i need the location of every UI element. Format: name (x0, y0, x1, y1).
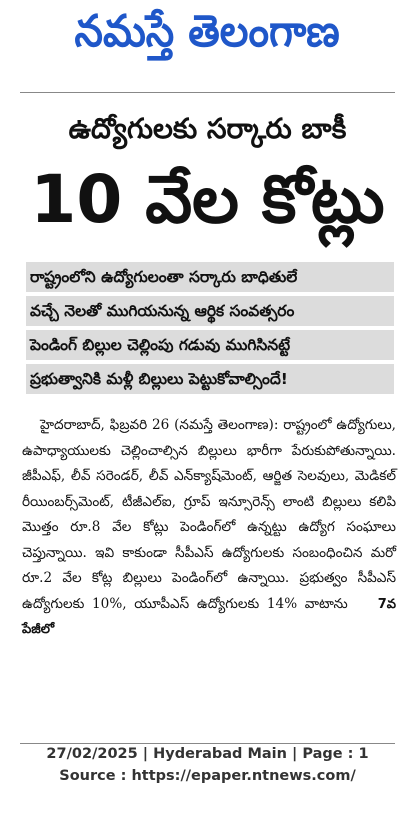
subdeck-list (26, 262, 394, 398)
top-rule (20, 92, 395, 93)
subdeck-line: వచ్చే నెలతో ముగియనున్న ఆర్థిక సంవత్సరం (26, 296, 394, 326)
continued-on-page: 7వ పేజీలో (22, 596, 396, 637)
footer-source-url: Source : https://epaper.ntnews.com/ (59, 768, 356, 784)
subdeck-line: రాష్ట్రంలోని ఉద్యోగులంతా సర్కారు బాధితులే (26, 262, 394, 292)
bottom-rule (20, 743, 395, 744)
article-kicker: ఉద్యోగులకు సర్కారు బాకీ (68, 112, 347, 145)
subdeck-line: ప్రభుత్వానికి మళ్లీ బిల్లులు పెట్టుకోవాల్సిందే! (26, 364, 394, 394)
article-headline: 10 వేల కోట్లు (30, 161, 385, 238)
footer-date-edition: 27/02/2025 | Hyderabad Main | Page : 1 (46, 746, 369, 762)
masthead-title: నమస్తే తెలంగాణ (74, 6, 341, 57)
article-body (22, 413, 396, 643)
article-body-text: హైదరాబాద్, ఫిబ్రవరి 26 (నమస్తే తెలంగాణ): రాష్ట్రంలో ఉద్యోగులు, ఉపాధ్యాయులకు చెల్లించాల్సిన బిల్లులు భారీగా పేరుకుపోతున్నాయి. జీపీఎఫ్, లీవ్ సరెండర్, లీవ్ ఎన్‌క్యాష్‌మెంట్, ఆర్జిత సెలవులు, మెడికల్ రీయింబర్స్‌మెంట్, టీజీఎల్ఐ, గ్రూప్ ఇన్సూరెన్స్ లాంటి బిల్లులు కలిపి మొత్తం రూ.8 వేల కోట్లు పెండింగ్‌లో ఉన్నట్టు ఉద్యోగ సంఘాలు చెప్తున్నాయి. ఇవి కాకుండా సీపీఎస్ ఉద్యోగులకు సంబంధించిన మరో రూ.2 వేల కోట్ల బిల్లులు పెండింగ్‌లో ఉన్నాయి. ప్రభుత్వం సీపీఎస్ ఉద్యోగులకు 10%, యూపీఎస్ ఉద్యోగులకు 14% వాటాను (22, 417, 396, 612)
subdeck-line: పెండింగ్ బిల్లుల చెల్లింపు గడువు ముగిసినట్టే (26, 330, 394, 360)
newspaper-masthead (8, 6, 407, 68)
